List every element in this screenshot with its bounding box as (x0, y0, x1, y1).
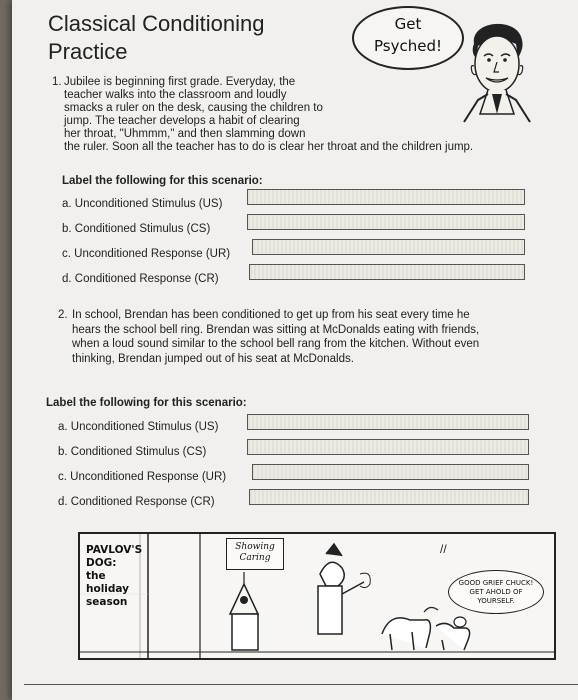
q1-line: the ruler. Soon all the teacher has to do is clear her throat and the children jump. (64, 141, 474, 153)
question-2-number: 2. (58, 309, 68, 321)
caption-line: holiday (86, 583, 130, 595)
caption-line: PAVLOV'S (86, 544, 143, 556)
q2-cs-answer-box[interactable] (247, 439, 529, 455)
q1-item-ur-label: c. Unconditioned Response (UR) (62, 248, 231, 260)
pavlov-comic-strip (78, 532, 556, 660)
q1-line: Jubilee is beginning first grade. Everyday, the (64, 76, 296, 88)
bubble-line-2: Psyched! (374, 37, 442, 55)
caption-line: DOG: (86, 557, 117, 569)
q1-line: smacks a ruler on the desk, causing the children to (64, 102, 323, 114)
comic-speech-balloon (448, 570, 544, 614)
q2-item-cs-label: b. Conditioned Stimulus (CS) (58, 446, 207, 458)
caption-line: the (86, 570, 106, 582)
q1-line: jump. The teacher develops a habit of clearing (64, 115, 300, 127)
q2-label-heading: Label the following for this scenario: (46, 397, 247, 409)
worksheet-page (12, 0, 578, 700)
page-title (48, 10, 264, 66)
title-line-1: Classical Conditioning (48, 11, 265, 36)
sign-line: Showing (235, 542, 275, 552)
bottom-rule (24, 684, 578, 685)
question-2-text (58, 308, 562, 366)
title-line-2: Practice (48, 39, 128, 64)
speech-bubble (352, 6, 464, 70)
q2-line: when a loud sound similar to the school bell rang from the kitchen. Without even (72, 338, 480, 350)
comic-caption (86, 544, 142, 609)
q1-line: teacher walks into the classroom and loudly (64, 89, 287, 101)
q1-ur-answer-box[interactable] (252, 239, 525, 255)
q2-cr-answer-box[interactable] (249, 489, 529, 505)
q1-line: her throat, "Uhmmm," and then slamming down (64, 128, 306, 140)
q2-us-answer-box[interactable] (247, 414, 529, 430)
q2-item-us-label: a. Unconditioned Stimulus (US) (58, 421, 219, 433)
question-1-text (52, 76, 564, 154)
q1-cs-answer-box[interactable] (247, 214, 525, 230)
q2-line: thinking, Brendan jumped out of his seat at McDonalds. (72, 352, 354, 365)
q1-cr-answer-box[interactable] (249, 264, 525, 280)
q2-item-cr-label: d. Conditioned Response (CR) (58, 496, 215, 508)
q2-item-ur-label: c. Unconditioned Response (UR) (58, 471, 227, 483)
q1-item-cs-label: b. Conditioned Stimulus (CS) (62, 223, 211, 235)
q2-line: In school, Brendan has been conditioned to get up from his seat every time he (72, 309, 470, 321)
balloon-line: GOOD GRIEF CHUCK! (458, 579, 534, 587)
bubble-line-1: Get (394, 15, 422, 33)
comic-ticks: // (440, 542, 447, 556)
q2-ur-answer-box[interactable] (252, 464, 529, 480)
balloon-line: GET AHOLD OF (469, 588, 523, 596)
balloon-line: YOURSELF. (477, 597, 515, 605)
sign-line: Caring (239, 553, 271, 563)
q1-item-cr-label: d. Conditioned Response (CR) (62, 273, 219, 285)
question-1-number: 1. (52, 76, 62, 88)
q1-us-answer-box[interactable] (247, 189, 525, 205)
comic-sign (226, 538, 284, 570)
q2-line: hears the school bell ring. Brendan was sitting at McDonalds eating with friends, (72, 323, 480, 336)
caption-line: season (86, 596, 128, 608)
q1-item-us-label: a. Unconditioned Stimulus (US) (62, 198, 223, 210)
q1-label-heading: Label the following for this scenario: (62, 175, 263, 187)
